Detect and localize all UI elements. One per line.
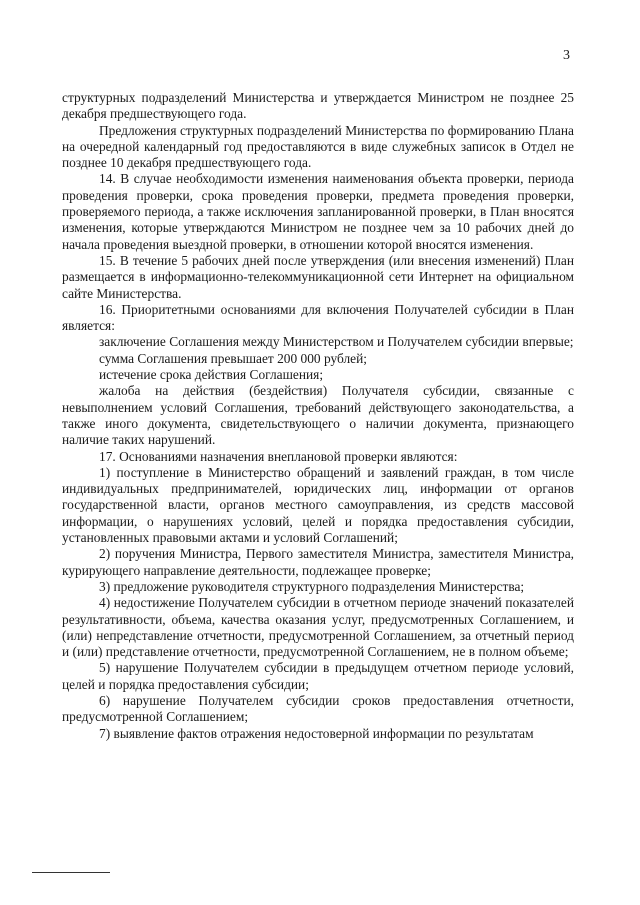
paragraph: 1) поступление в Министерство обращений и заявлений граждан, в том числе индивидуальных предпринимателей, юридических лиц, информации от органов государственной власти, органов местного самоуправления, из средств массовой информации, о нарушениях условий, целей и порядка предоставления субсидии, установленных правовыми актами и условий Соглашений; (62, 464, 574, 546)
page-number: 3 (563, 48, 570, 63)
paragraph: 15. В течение 5 рабочих дней после утверждения (или внесения изменений) План размещается в информационно-телекоммуникационной сети Интернет на официальном сайте Министерства. (62, 252, 574, 301)
footer-divider (32, 872, 110, 873)
paragraph: 17. Основаниями назначения внеплановой проверки являются: (99, 448, 458, 464)
paragraph: 6) нарушение Получателем субсидии сроков предоставления отчетности, предусмотренной Соглашением; (62, 692, 574, 725)
paragraph: истечение срока действия Соглашения; (99, 367, 324, 383)
paragraph: сумма Соглашения превышает 200 000 рублей; (99, 350, 368, 366)
paragraph: 14. В случае необходимости изменения наименования объекта проверки, периода проведения проверки, срока проведения проверки, предмета проведения проверки, проверяемого периода, а также исключения запланированной проверки, в План вносятся изменения, которые утверждаются Министром не позднее чем за 10 рабочих дней до начала проведения выездной проверки, в отношении которой вносятся изменения. (62, 171, 574, 252)
paragraph: 2) поручения Министра, Первого заместителя Министра, заместителя Министра, курирующего направление деятельности, подлежащее проверке; (62, 546, 574, 578)
paragraph: 5) нарушение Получателем субсидии в предыдущем отчетном периоде условий, целей и порядка предоставления субсидии; (62, 660, 574, 692)
paragraph: жалоба на действия (бездействия) Получателя субсидии, связанные с невыполнением условий Соглашения, требований действующего законодательства, а также иного документа, свидетельствующего о наличии документа, признающего наличие таких нарушений. (62, 383, 574, 448)
paragraph: заключение Соглашения между Министерством и Получателем субсидии впервые; (99, 334, 574, 350)
paragraph: Предложения структурных подразделений Министерства по формированию Плана на очередной календарный год предоставляются в виде служебных записок в Отдел не позднее 10 декабря предшествующего года. (62, 122, 574, 171)
paragraph: 3) предложение руководителя структурного подразделения Министерства; (99, 578, 525, 594)
paragraph: 4) недостижение Получателем субсидии в отчетном периоде значений показателей результативности, объема, качества оказания услуг, предусмотренных Соглашением, и (или) непредставление отчетности, предусмотренной Соглашением, за отчетный период и (или) представление отчетности, предусмотренной Соглашением, не в полном объеме; (62, 595, 574, 660)
paragraph: 7) выявление фактов отражения недостоверной информации по результатам (99, 725, 534, 741)
document-body (62, 90, 574, 742)
paragraph: структурных подразделений Министерства и утверждается Министром не позднее 25 декабря предшествующего года. (62, 90, 574, 122)
paragraph: 16. Приоритетными основаниями для включения Получателей субсидии в План является: (62, 301, 574, 334)
